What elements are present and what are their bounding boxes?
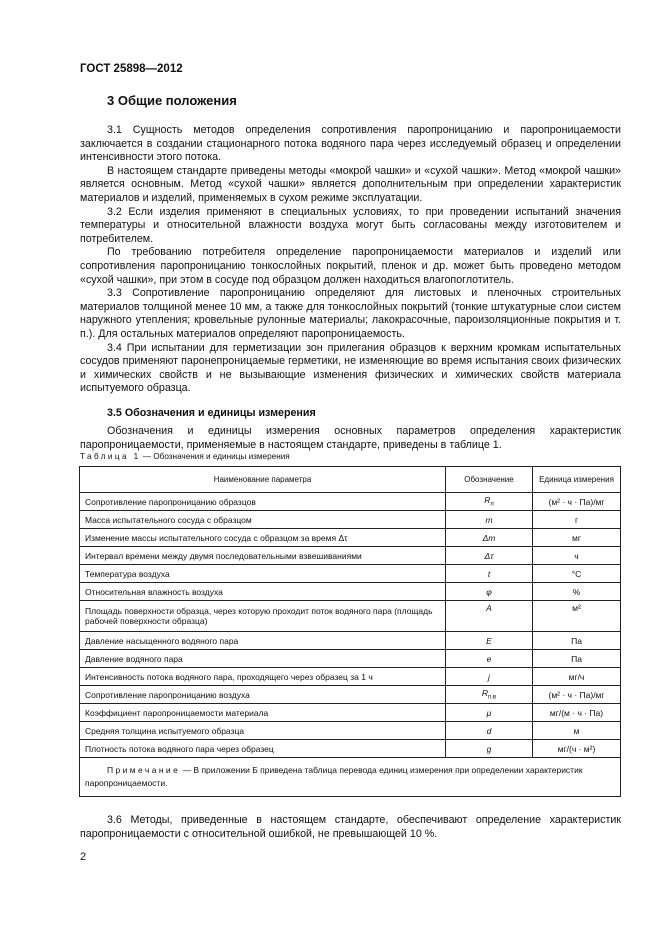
table-row <box>80 668 621 686</box>
column-header: Обозначение <box>446 467 533 493</box>
parameter-name: Давление водяного пара <box>80 650 446 668</box>
parameter-symbol <box>446 583 533 601</box>
parameter-symbol <box>446 601 533 632</box>
symbol-base: φ <box>486 586 492 597</box>
parameter-name: Относительная влажность воздуха <box>80 583 446 601</box>
parameter-unit: м <box>533 722 621 740</box>
paragraph: 3.1 Сущность методов определения сопротивления паропроницанию и паропроницаемости заключается в создании стационарного потока водяного пара через исследуемый образец и определении интенсивности этого потока. <box>80 124 621 164</box>
parameter-name: Масса испытательного сосуда с образцом <box>80 511 446 529</box>
table-row <box>80 601 621 632</box>
parameter-name: Коэффициент паропроницаемости материала <box>80 704 446 722</box>
page-number: 2 <box>80 851 87 863</box>
symbol-base: R <box>481 688 489 699</box>
parameter-unit: мг/(ч · м²) <box>533 740 621 758</box>
parameter-symbol <box>446 632 533 650</box>
table-row <box>80 704 621 722</box>
table-row <box>80 583 621 601</box>
parameter-name: Сопротивление паропроницанию образцов <box>80 493 446 511</box>
section-body <box>80 124 621 453</box>
parameter-name: Изменение массы испытательного сосуда с образцом за время Δτ <box>80 529 446 547</box>
parameter-unit: °С <box>533 565 621 583</box>
parameter-symbol <box>446 650 533 668</box>
parameter-symbol <box>446 511 533 529</box>
parameter-name: Средняя толщина испытуемого образца <box>80 722 446 740</box>
paragraph: 3.6 Методы, приведенные в настоящем стандарте, обеспечивают определение характеристик паропроницаемости с относительной ошибкой, не превышающей 10 %. <box>80 814 621 840</box>
parameter-symbol <box>446 668 533 686</box>
table-row <box>80 686 621 704</box>
paragraph: 3.4 При испытании для герметизации зон прилегания образцов к верхним кромкам испытательных сосудов применяют паронепроницаемые герметики, не изменяющие во время испытания своих физических и химических свойств и не вызывающие изменения физических и химических свойств материала испытуемого образца. <box>80 341 621 395</box>
parameter-unit: мг/ч <box>533 668 621 686</box>
subsection-title: 3.5 Обозначения и единицы измерения <box>107 406 316 419</box>
column-header: Наименование параметра <box>80 467 446 493</box>
table-row <box>80 565 621 583</box>
section-title: 3 Общие положения <box>107 93 237 108</box>
table-row <box>80 547 621 565</box>
parameter-symbol <box>446 565 533 583</box>
note-text: — В приложении Б приведена таблица перевода единиц измерения при определении характеристик паропроницаемости. <box>85 765 583 788</box>
parameter-name: Температура воздуха <box>80 565 446 583</box>
parameter-unit: Па <box>533 650 621 668</box>
symbol-base: t <box>487 568 491 579</box>
parameter-unit: ч <box>533 547 621 565</box>
parameter-unit: % <box>533 583 621 601</box>
column-header: Единица измерения <box>533 467 621 493</box>
symbol-base: j <box>488 671 490 682</box>
table-row <box>80 511 621 529</box>
table-row <box>80 722 621 740</box>
table-row <box>80 493 621 511</box>
table-note <box>80 758 621 797</box>
symbol-base: R <box>484 495 491 506</box>
parameter-symbol <box>446 529 533 547</box>
parameter-name: Плотность потока водяного пара через образец <box>80 740 446 758</box>
paragraph: 3.3 Сопротивление паропроницанию определяют для листовых и пленочных строительных материалов толщиной менее 10 мм, а также для тонкослойных покрытий (тонкие штукатурные слои систем наружного утепления; кровельные рулонные материалы; лакокрасочные, пароизоляционные покрытия и т. п.). Для остальных материалов определяют паропроницаемость. <box>80 287 621 340</box>
parameter-unit: г <box>533 511 621 529</box>
parameter-symbol <box>446 686 533 704</box>
symbol-base: A <box>486 603 492 613</box>
table-header-row <box>80 467 621 493</box>
parameter-unit: (м² · ч · Па)/мг <box>533 686 621 704</box>
symbol-base: μ <box>486 707 492 718</box>
parameter-unit: (м² · ч · Па)/мг <box>533 493 621 511</box>
symbol-base: Δm <box>482 532 496 543</box>
parameter-name: Давление насыщенного водяного пара <box>80 632 446 650</box>
symbol-base: E <box>486 635 492 646</box>
parameter-unit: Па <box>533 632 621 650</box>
table-caption-text: — Обозначения и единицы измерения <box>140 452 290 461</box>
parameter-symbol <box>446 704 533 722</box>
table-note-row <box>80 758 621 797</box>
symbol-subscript: п <box>490 501 494 508</box>
table-row <box>80 529 621 547</box>
paragraph: По требованию потребителя определение паропроницаемости материалов и изделий или сопротивления паропроницанию тонкослойных покрытий, пленок и др. может быть проведено методом «сухой чашки», при этом в сосуде под образцом должен находиться влагопоглотитель. <box>80 246 621 286</box>
table-row <box>80 740 621 758</box>
table-caption <box>80 452 290 461</box>
note-label: Примечание <box>107 765 181 775</box>
paragraph: 3.2 Если изделия применяют в специальных условиях, то при проведении испытаний значения температуры и относительной влажности воздуха могут быть согласованы между изготовителем и потребителем. <box>80 205 621 245</box>
symbol-base: d <box>486 725 492 736</box>
parameter-name: Интенсивность потока водяного пара, проходящего через образец за 1 ч <box>80 668 446 686</box>
parameter-name: Сопротивление паропроницанию воздуха <box>80 686 446 704</box>
symbol-base: g <box>486 743 492 754</box>
parameter-symbol <box>446 722 533 740</box>
parameter-symbol <box>446 547 533 565</box>
parameter-unit: мг <box>533 529 621 547</box>
symbol-subscript: п.в <box>488 694 497 701</box>
parameter-unit: м² <box>533 601 621 632</box>
parameter-unit: мг/(м · ч · Па) <box>533 704 621 722</box>
symbol-base: e <box>486 653 492 664</box>
paragraph: В настоящем стандарте приведены методы «мокрой чашки» и «сухой чашки». Метод «мокрой чашки» является основным. Метод «сухой чашки» является дополнительным при определении характеристик материалов и изделий, применяемых в сухом режиме эксплуатации. <box>80 164 621 204</box>
symbols-table <box>79 466 621 797</box>
parameter-symbol <box>446 740 533 758</box>
paragraph: Обозначения и единицы измерения основных параметров определения характеристик паропроницаемости, применяемые в настоящем стандарте, приведены в таблице 1. <box>80 425 621 452</box>
symbol-base: m <box>485 514 493 525</box>
table-row <box>80 632 621 650</box>
parameter-name: Интервал времени между двумя последовательными взвешиваниями <box>80 547 446 565</box>
symbol-base: Δτ <box>484 550 494 561</box>
table-row <box>80 650 621 668</box>
table-caption-label: Таблица 1 <box>80 452 141 461</box>
document-header: ГОСТ 25898—2012 <box>80 63 183 75</box>
parameter-name: Площадь поверхности образца, через которую проходит поток водяного пара (площадь рабочей поверхности образца) <box>80 601 446 632</box>
parameter-symbol <box>446 493 533 511</box>
